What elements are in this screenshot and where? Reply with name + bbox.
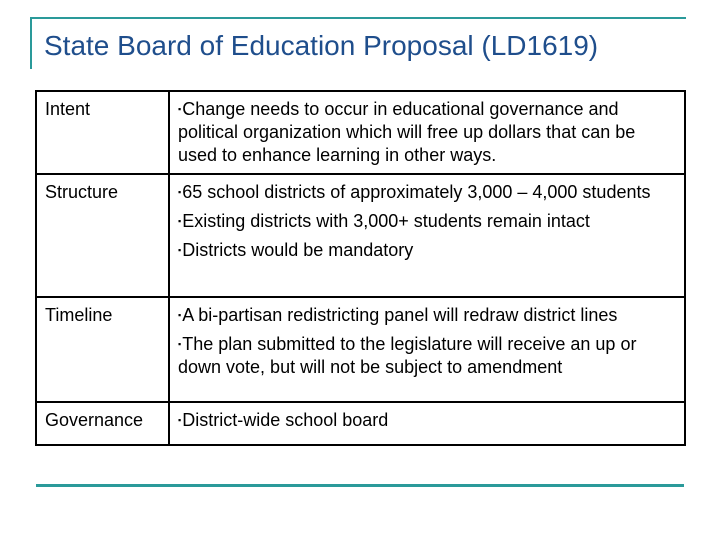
bullet-icon: ▪ <box>178 414 182 425</box>
bullet-icon: ▪ <box>178 338 182 349</box>
row-label: Intent <box>36 91 169 174</box>
bullet-item <box>178 239 676 262</box>
proposal-table <box>35 90 686 446</box>
bullet-item <box>178 409 676 432</box>
bullet-item <box>178 181 676 204</box>
row-content <box>169 174 685 296</box>
table-row-governance <box>36 402 685 445</box>
bullet-icon: ▪ <box>178 187 182 198</box>
bullet-text: The plan submitted to the legislature will receive an up or down vote, but will not be subject to amendment <box>178 333 637 377</box>
row-content <box>169 297 685 402</box>
row-content <box>169 91 685 174</box>
table-row-intent <box>36 91 685 174</box>
row-label: Timeline <box>36 297 169 402</box>
bullet-text: Existing districts with 3,000+ students remain intact <box>182 211 590 232</box>
bullet-text: District-wide school board <box>182 409 389 430</box>
bullet-text: 65 school districts of approximately 3,000 – 4,000 students <box>182 182 651 203</box>
table-row-structure <box>36 174 685 296</box>
bullet-icon: ▪ <box>178 104 182 114</box>
bullet-text: Change needs to occur in educational governance and political organization which will free up dollars that can be used to enhance learning in other ways. <box>178 99 636 165</box>
table-row-timeline <box>36 297 685 402</box>
bullet-icon: ▪ <box>178 309 182 320</box>
bullet-icon: ▪ <box>178 245 182 256</box>
bullet-item <box>178 333 676 379</box>
row-label: Structure <box>36 174 169 296</box>
bullet-item <box>178 210 676 233</box>
bullet-text: Districts would be mandatory <box>182 240 414 261</box>
bullet-item <box>178 98 676 167</box>
bullet-icon: ▪ <box>178 216 182 227</box>
bottom-divider <box>36 484 684 487</box>
slide-title: State Board of Education Proposal (LD1619) <box>44 30 599 61</box>
row-label: Governance <box>36 402 169 445</box>
row-content <box>169 402 685 445</box>
bullet-text: A bi-partisan redistricting panel will redraw district lines <box>182 304 618 325</box>
bullet-item <box>178 304 676 327</box>
